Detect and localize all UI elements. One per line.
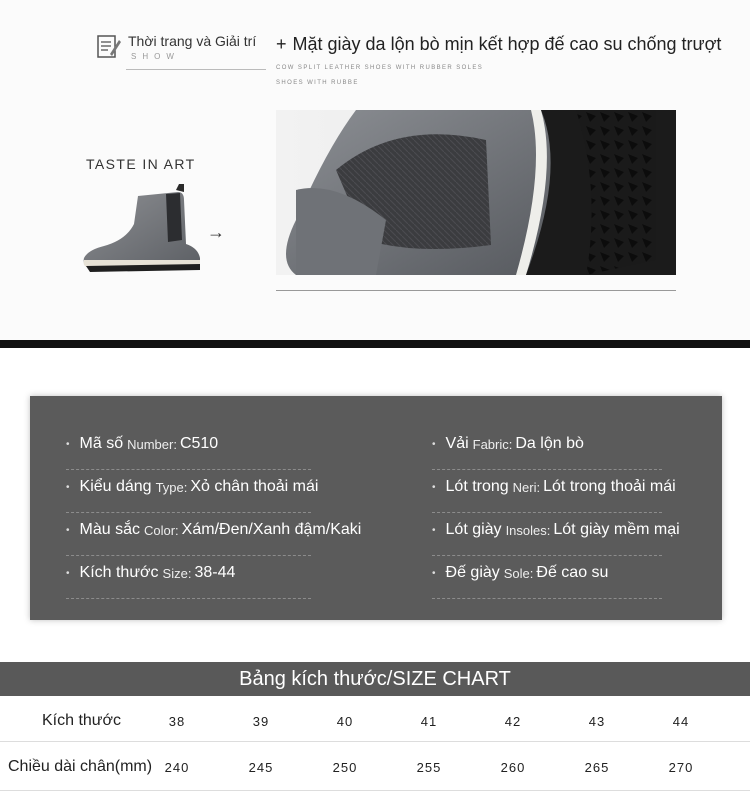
length-cell: 265	[584, 759, 610, 775]
bullet-icon: •	[66, 481, 70, 493]
row-separator	[0, 741, 750, 742]
dotted-separator	[432, 598, 662, 599]
size-cell: 38	[168, 713, 186, 729]
dotted-separator	[66, 555, 311, 556]
size-cell: 43	[588, 713, 606, 729]
arrow-right-icon: →	[207, 222, 225, 242]
foot-length-row-label: Chiều dài chân(mm)	[8, 758, 153, 775]
bullet-icon: •	[432, 438, 436, 450]
feature-subtitle-1: COW SPLIT LEATHER SHOES WITH RUBBER SOLES	[276, 65, 484, 71]
specifications-panel	[30, 396, 722, 620]
spec-item-sole	[432, 557, 608, 589]
spec-value: Lót giày mềm mại	[553, 521, 680, 538]
spec-label-vn: Kích thước	[79, 564, 159, 581]
spec-item-fabric	[432, 428, 584, 460]
category-label: Thời trang và Giải trí	[128, 33, 257, 49]
foot-length-row	[0, 754, 750, 780]
spec-value: Lót trong thoải mái	[543, 478, 676, 495]
spec-label-vn: Mã số	[79, 435, 124, 452]
size-cell: 42	[504, 713, 522, 729]
boot-thumbnail-image	[80, 184, 206, 276]
spec-label-vn: Đế giày	[445, 564, 500, 581]
size-chart-title: Bảng kích thước/SIZE CHART	[0, 662, 750, 696]
spec-label-vn: Lót giày	[445, 521, 502, 538]
bullet-icon: •	[66, 438, 70, 450]
spec-item-size	[66, 557, 235, 589]
spec-label-en: Number:	[127, 436, 177, 452]
spec-label-en: Size:	[162, 565, 192, 581]
spec-label-vn: Kiểu dáng	[79, 478, 152, 495]
show-label: SHOW	[131, 52, 180, 61]
dotted-separator	[432, 512, 662, 513]
spec-label-en: Color:	[143, 522, 179, 538]
spec-item-type	[66, 471, 318, 503]
spec-value: Da lộn bò	[515, 435, 584, 452]
spec-label-en: Sole:	[503, 565, 534, 581]
specifications-section	[0, 348, 750, 658]
spec-value: Xám/Đen/Xanh đậm/Kaki	[181, 521, 362, 538]
product-intro-section	[0, 0, 750, 340]
detail-underline	[276, 290, 676, 291]
spec-label-vn: Lót trong	[445, 478, 509, 495]
length-cell: 245	[248, 759, 274, 775]
spec-value: 38-44	[194, 564, 236, 581]
dotted-separator	[66, 469, 311, 470]
spec-label-vn: Vải	[445, 435, 469, 452]
spec-item-number	[66, 428, 218, 460]
feature-headline	[276, 34, 721, 55]
spec-value: C510	[179, 435, 219, 452]
size-cell: 40	[336, 713, 354, 729]
row-separator	[0, 790, 750, 791]
document-edit-icon	[96, 32, 122, 60]
length-cell: 250	[332, 759, 358, 775]
headline-text: Mặt giày da lộn bò mịn kết hợp đế cao su chống trượt	[292, 34, 722, 54]
bullet-icon: •	[432, 481, 436, 493]
brand-block	[96, 32, 256, 61]
section-divider	[0, 340, 750, 348]
taste-in-art-label: TASTE IN ART	[86, 156, 196, 172]
size-cell: 39	[252, 713, 270, 729]
length-cell: 255	[416, 759, 442, 775]
dotted-separator	[432, 555, 662, 556]
length-cell: 260	[500, 759, 526, 775]
size-cell: 44	[672, 713, 690, 729]
plus-icon: +	[276, 34, 287, 54]
bullet-icon: •	[66, 524, 70, 536]
sole-closeup-image	[276, 110, 676, 275]
spec-label-en: Fabric:	[472, 436, 513, 452]
spec-item-lining	[432, 471, 676, 503]
size-row-label: Kích thước	[42, 712, 122, 729]
spec-label-vn: Màu sắc	[79, 521, 140, 538]
size-row	[0, 708, 750, 734]
brand-underline	[126, 69, 266, 70]
bullet-icon: •	[432, 524, 436, 536]
bullet-icon: •	[66, 567, 70, 579]
size-cell: 41	[420, 713, 438, 729]
bullet-icon: •	[432, 567, 436, 579]
spec-item-insoles	[432, 514, 680, 546]
spec-value: Xỏ chân thoải mái	[190, 478, 319, 495]
spec-label-en: Type:	[155, 479, 188, 495]
spec-value: Đế cao su	[536, 564, 609, 581]
dotted-separator	[66, 598, 311, 599]
dotted-separator	[66, 512, 311, 513]
spec-label-en: Neri:	[512, 479, 541, 495]
feature-subtitle-2: SHOES WITH RUBBE	[276, 80, 359, 86]
length-cell: 270	[668, 759, 694, 775]
length-cell: 240	[164, 759, 190, 775]
spec-label-en: Insoles:	[505, 522, 551, 538]
spec-item-color	[66, 514, 361, 546]
dotted-separator	[432, 469, 662, 470]
